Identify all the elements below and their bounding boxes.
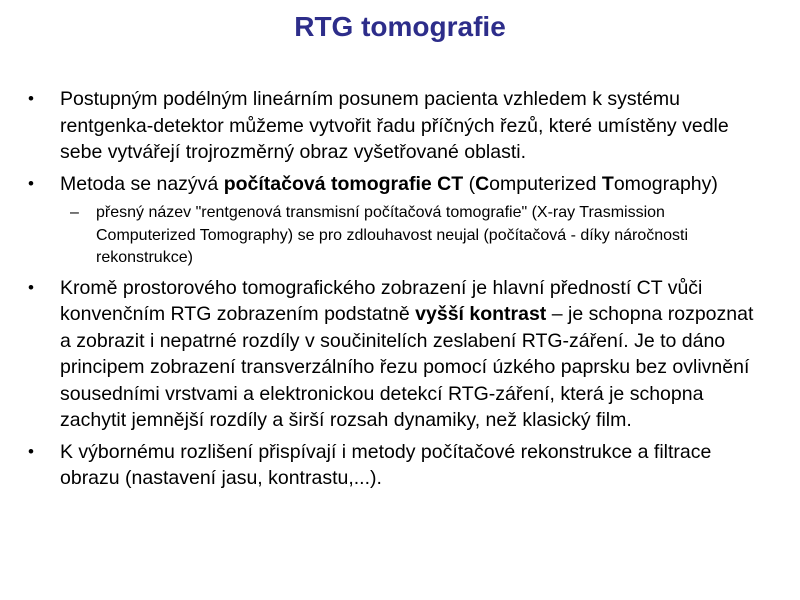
bullet-text: K výbornému rozlišení přispívají i metody počítačové rekonstrukce a filtrace obrazu (nastavení jasu, kontrastu,...).	[60, 440, 712, 489]
text-fragment: – je schopna rozpoznat a zobrazit i nepatrné rozdíly v součinitelích zeslabení RTG-záření. Je to dáno principem zobrazení transverzálního řezu pomocí úzkého paprsku bez ovlivnění sousedními vrstvami a elektronickou detekcí RTG-záření, která je schopna zachytit jemnější rozdíly a širší rozsah dynamiky, než klasický film.	[60, 303, 754, 431]
text-fragment: omputerized	[489, 172, 602, 195]
text-fragment: omography)	[613, 172, 718, 195]
bullet-icon: •	[28, 89, 34, 108]
text-fragment: (	[463, 172, 476, 195]
bold-letter: T	[601, 172, 614, 195]
bullet-text	[60, 171, 768, 198]
dash-icon: –	[70, 204, 79, 221]
bold-term: počítačová tomografie CT	[223, 172, 464, 195]
text-fragment: Metoda se nazývá	[60, 172, 224, 195]
bold-letter: C	[475, 172, 490, 195]
bullet-item-2	[28, 171, 768, 198]
bullet-icon: •	[28, 277, 34, 297]
bullet-item-4	[28, 439, 768, 492]
sub-bullet-text: přesný název "rentgenová transmisní počítačová tomografie" (X-ray Trasmission Computerized Tomography) se pro zdlouhavost neujal (počítačová - díky náročnosti rekonstrukce)	[96, 204, 689, 266]
bullet-item-3	[28, 275, 768, 434]
bullet-list	[28, 86, 768, 497]
sub-bullet-item	[70, 202, 768, 270]
bullet-icon: •	[28, 173, 34, 193]
bullet-item-1	[28, 86, 768, 166]
bold-term: vyšší kontrast	[415, 303, 547, 325]
slide-title: RTG tomografie	[294, 11, 506, 42]
bullet-text	[60, 275, 768, 434]
text-fragment: Kromě prostorového tomografického zobrazení je hlavní předností CT vůči konvenčním RTG zobrazením podstatně	[60, 276, 703, 325]
bullet-text: Postupným podélným lineárním posunem pacienta vzhledem k systému rentgenka-detektor můžeme vytvořit řadu příčných řezů, které umístěny vedle sebe vytvářejí trojrozměrný obraz vyšetřované oblasti.	[60, 88, 729, 163]
bullet-icon: •	[28, 441, 34, 461]
